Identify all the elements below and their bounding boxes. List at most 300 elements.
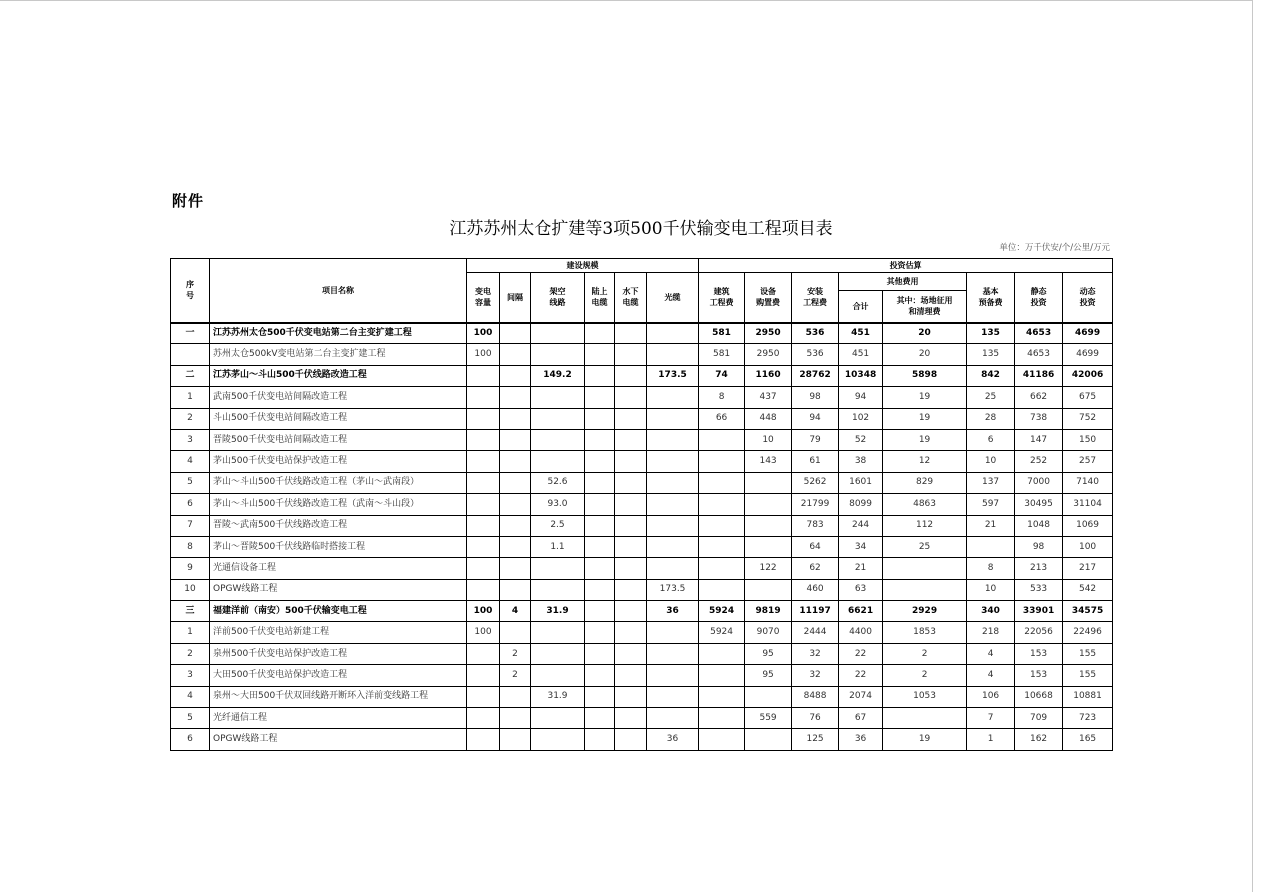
cell-dynamic-investment: 34575 [1063, 601, 1113, 622]
cell-land-clearing-cost: 2 [883, 665, 967, 686]
cell-installation-cost: 79 [792, 429, 839, 450]
cell-optical-cable [647, 472, 699, 493]
cell-optical-cable [647, 708, 699, 729]
cell-optical-cable: 36 [647, 601, 699, 622]
cell-project-name: 泉州～大田500千伏双回线路开断环入洋前变线路工程 [210, 686, 467, 707]
cell-basic-reserve: 137 [967, 472, 1015, 493]
cell-land-clearing-cost: 1053 [883, 686, 967, 707]
table-row [171, 708, 1113, 729]
cell-project-name: 江苏苏州太仓500千伏变电站第二台主变扩建工程 [210, 323, 467, 344]
col-header-project-name: 项目名称 [210, 259, 467, 323]
cell-other-total: 244 [839, 515, 883, 536]
cell-index: 6 [171, 494, 210, 515]
cell-dynamic-investment: 217 [1063, 558, 1113, 579]
cell-optical-cable [647, 451, 699, 472]
cell-other-total: 8099 [839, 494, 883, 515]
cell-equipment-cost: 95 [745, 665, 792, 686]
cell-construction-cost [699, 494, 745, 515]
cell-overhead-line [531, 622, 585, 643]
cell-project-name: 晋陵500千伏变电站间隔改造工程 [210, 429, 467, 450]
cell-index: 2 [171, 408, 210, 429]
cell-project-name: 茅山～斗山500千伏线路改造工程（武南～斗山段） [210, 494, 467, 515]
cell-static-investment: 7000 [1015, 472, 1063, 493]
cell-optical-cable [647, 622, 699, 643]
cell-equipment-cost: 10 [745, 429, 792, 450]
cell-index [171, 344, 210, 365]
cell-other-total: 67 [839, 708, 883, 729]
cell-transform-capacity [467, 494, 500, 515]
cell-dynamic-investment: 4699 [1063, 323, 1113, 344]
cell-submarine-cable [615, 729, 647, 750]
cell-transform-capacity: 100 [467, 344, 500, 365]
cell-static-investment: 709 [1015, 708, 1063, 729]
cell-land-clearing-cost [883, 558, 967, 579]
cell-other-total: 1601 [839, 472, 883, 493]
cell-dynamic-investment: 752 [1063, 408, 1113, 429]
cell-land-clearing-cost: 20 [883, 323, 967, 344]
cell-basic-reserve: 340 [967, 601, 1015, 622]
cell-construction-cost [699, 558, 745, 579]
table-row [171, 387, 1113, 408]
cell-dynamic-investment: 22496 [1063, 622, 1113, 643]
cell-index: 二 [171, 365, 210, 386]
cell-bay [500, 622, 531, 643]
cell-overhead-line: 1.1 [531, 536, 585, 557]
cell-bay [500, 494, 531, 515]
table-row [171, 579, 1113, 600]
cell-construction-cost [699, 429, 745, 450]
cell-overhead-line [531, 558, 585, 579]
cell-overhead-line [531, 643, 585, 664]
cell-equipment-cost [745, 729, 792, 750]
cell-submarine-cable [615, 451, 647, 472]
cell-other-total: 52 [839, 429, 883, 450]
cell-submarine-cable [615, 536, 647, 557]
cell-land-cable [585, 494, 615, 515]
col-header-other-total: 合计 [839, 291, 883, 323]
cell-bay: 2 [500, 643, 531, 664]
cell-bay [500, 344, 531, 365]
cell-project-name: OPGW线路工程 [210, 579, 467, 600]
cell-basic-reserve: 597 [967, 494, 1015, 515]
cell-basic-reserve [967, 536, 1015, 557]
cell-land-clearing-cost: 112 [883, 515, 967, 536]
cell-land-clearing-cost: 829 [883, 472, 967, 493]
table-header [171, 259, 1113, 323]
cell-equipment-cost [745, 515, 792, 536]
cell-transform-capacity [467, 729, 500, 750]
cell-project-name: 斗山500千伏变电站间隔改造工程 [210, 408, 467, 429]
section-row [171, 601, 1113, 622]
cell-project-name: 光纤通信工程 [210, 708, 467, 729]
cell-transform-capacity: 100 [467, 601, 500, 622]
col-header-transform-capacity: 变电 容量 [467, 273, 500, 323]
cell-installation-cost: 460 [792, 579, 839, 600]
cell-overhead-line: 2.5 [531, 515, 585, 536]
cell-installation-cost: 21799 [792, 494, 839, 515]
cell-optical-cable [647, 536, 699, 557]
cell-land-cable [585, 408, 615, 429]
cell-basic-reserve: 28 [967, 408, 1015, 429]
cell-basic-reserve: 21 [967, 515, 1015, 536]
cell-project-name: 光通信设备工程 [210, 558, 467, 579]
col-header-index: 序 号 [171, 259, 210, 323]
cell-land-cable [585, 601, 615, 622]
cell-other-total: 38 [839, 451, 883, 472]
cell-static-investment: 662 [1015, 387, 1063, 408]
cell-index: 3 [171, 429, 210, 450]
cell-overhead-line [531, 323, 585, 344]
cell-dynamic-investment: 542 [1063, 579, 1113, 600]
cell-construction-cost [699, 708, 745, 729]
cell-other-total: 10348 [839, 365, 883, 386]
cell-land-cable [585, 708, 615, 729]
cell-submarine-cable [615, 323, 647, 344]
cell-bay [500, 579, 531, 600]
cell-bay [500, 558, 531, 579]
cell-dynamic-investment: 257 [1063, 451, 1113, 472]
cell-equipment-cost: 1160 [745, 365, 792, 386]
cell-equipment-cost [745, 579, 792, 600]
cell-land-clearing-cost: 1853 [883, 622, 967, 643]
cell-basic-reserve: 25 [967, 387, 1015, 408]
cell-transform-capacity: 100 [467, 622, 500, 643]
cell-submarine-cable [615, 472, 647, 493]
cell-land-clearing-cost: 4863 [883, 494, 967, 515]
cell-optical-cable [647, 494, 699, 515]
cell-static-investment: 4653 [1015, 344, 1063, 365]
cell-index: 5 [171, 708, 210, 729]
cell-submarine-cable [615, 579, 647, 600]
table-row [171, 408, 1113, 429]
cell-optical-cable: 36 [647, 729, 699, 750]
group-header-construction-scale: 建设规模 [467, 259, 699, 273]
cell-transform-capacity [467, 472, 500, 493]
cell-construction-cost [699, 729, 745, 750]
cell-land-clearing-cost [883, 579, 967, 600]
cell-construction-cost [699, 643, 745, 664]
table-row [171, 494, 1113, 515]
cell-submarine-cable [615, 515, 647, 536]
cell-land-cable [585, 515, 615, 536]
cell-index: 4 [171, 451, 210, 472]
cell-installation-cost: 64 [792, 536, 839, 557]
cell-project-name: 茅山500千伏变电站保护改造工程 [210, 451, 467, 472]
cell-equipment-cost: 437 [745, 387, 792, 408]
cell-index: 8 [171, 536, 210, 557]
cell-transform-capacity: 100 [467, 323, 500, 344]
cell-land-cable [585, 429, 615, 450]
cell-land-cable [585, 536, 615, 557]
cell-dynamic-investment: 675 [1063, 387, 1113, 408]
cell-installation-cost: 76 [792, 708, 839, 729]
cell-equipment-cost: 9819 [745, 601, 792, 622]
table-row [171, 429, 1113, 450]
cell-other-total: 21 [839, 558, 883, 579]
cell-installation-cost: 2444 [792, 622, 839, 643]
cell-land-cable [585, 665, 615, 686]
col-header-equipment-cost: 设备 购置费 [745, 273, 792, 323]
cell-land-clearing-cost: 25 [883, 536, 967, 557]
cell-equipment-cost: 9070 [745, 622, 792, 643]
cell-other-total: 22 [839, 643, 883, 664]
cell-equipment-cost: 559 [745, 708, 792, 729]
cell-static-investment: 147 [1015, 429, 1063, 450]
cell-project-name: 苏州太仓500kV变电站第二台主变扩建工程 [210, 344, 467, 365]
cell-basic-reserve: 4 [967, 665, 1015, 686]
project-table [170, 258, 1113, 751]
cell-equipment-cost [745, 686, 792, 707]
cell-project-name: 福建洋前（南安）500千伏输变电工程 [210, 601, 467, 622]
cell-dynamic-investment: 4699 [1063, 344, 1113, 365]
cell-land-cable [585, 472, 615, 493]
cell-transform-capacity [467, 579, 500, 600]
cell-static-investment: 33901 [1015, 601, 1063, 622]
cell-index: 5 [171, 472, 210, 493]
cell-installation-cost: 125 [792, 729, 839, 750]
cell-land-clearing-cost: 19 [883, 387, 967, 408]
cell-land-clearing-cost: 2929 [883, 601, 967, 622]
cell-overhead-line [531, 579, 585, 600]
document-title: 江苏苏州太仓扩建等3项500千伏输变电工程项目表 [449, 219, 833, 239]
cell-bay [500, 515, 531, 536]
col-header-construction-cost: 建筑 工程费 [699, 273, 745, 323]
cell-submarine-cable [615, 601, 647, 622]
group-header-other-costs: 其他费用 [839, 273, 967, 291]
cell-equipment-cost: 122 [745, 558, 792, 579]
cell-transform-capacity [467, 643, 500, 664]
cell-basic-reserve: 1 [967, 729, 1015, 750]
section-row [171, 323, 1113, 344]
cell-index: 9 [171, 558, 210, 579]
cell-index: 6 [171, 729, 210, 750]
cell-basic-reserve: 842 [967, 365, 1015, 386]
cell-equipment-cost [745, 536, 792, 557]
cell-overhead-line [531, 387, 585, 408]
cell-index: 7 [171, 515, 210, 536]
cell-land-cable [585, 558, 615, 579]
cell-bay [500, 536, 531, 557]
cell-equipment-cost: 2950 [745, 344, 792, 365]
col-header-submarine-cable: 水下 电缆 [615, 273, 647, 323]
col-header-basic-reserve: 基本 预备费 [967, 273, 1015, 323]
col-header-static-investment: 静态 投资 [1015, 273, 1063, 323]
cell-construction-cost: 5924 [699, 622, 745, 643]
cell-project-name: 江苏茅山～斗山500千伏线路改造工程 [210, 365, 467, 386]
cell-submarine-cable [615, 365, 647, 386]
cell-optical-cable [647, 323, 699, 344]
cell-dynamic-investment: 42006 [1063, 365, 1113, 386]
cell-static-investment: 1048 [1015, 515, 1063, 536]
cell-project-name: 茅山～斗山500千伏线路改造工程（茅山～武南段） [210, 472, 467, 493]
cell-transform-capacity [467, 365, 500, 386]
cell-dynamic-investment: 10881 [1063, 686, 1113, 707]
cell-optical-cable [647, 515, 699, 536]
cell-land-cable [585, 365, 615, 386]
cell-other-total: 2074 [839, 686, 883, 707]
cell-project-name: OPGW线路工程 [210, 729, 467, 750]
cell-overhead-line [531, 429, 585, 450]
cell-construction-cost: 74 [699, 365, 745, 386]
cell-overhead-line [531, 344, 585, 365]
cell-construction-cost [699, 515, 745, 536]
cell-project-name: 晋陵～武南500千伏线路改造工程 [210, 515, 467, 536]
cell-other-total: 34 [839, 536, 883, 557]
cell-optical-cable [647, 686, 699, 707]
cell-index: 10 [171, 579, 210, 600]
cell-bay [500, 387, 531, 408]
cell-basic-reserve: 6 [967, 429, 1015, 450]
cell-optical-cable [647, 558, 699, 579]
cell-dynamic-investment: 723 [1063, 708, 1113, 729]
cell-transform-capacity [467, 451, 500, 472]
cell-construction-cost [699, 472, 745, 493]
table-row [171, 686, 1113, 707]
cell-land-cable [585, 643, 615, 664]
cell-land-cable [585, 323, 615, 344]
cell-project-name: 武南500千伏变电站间隔改造工程 [210, 387, 467, 408]
cell-optical-cable [647, 387, 699, 408]
cell-other-total: 36 [839, 729, 883, 750]
cell-bay: 4 [500, 601, 531, 622]
group-header-investment-estimate: 投资估算 [699, 259, 1113, 273]
cell-dynamic-investment: 165 [1063, 729, 1113, 750]
cell-submarine-cable [615, 408, 647, 429]
cell-construction-cost: 5924 [699, 601, 745, 622]
cell-static-investment: 162 [1015, 729, 1063, 750]
cell-overhead-line: 31.9 [531, 601, 585, 622]
cell-submarine-cable [615, 686, 647, 707]
cell-installation-cost: 62 [792, 558, 839, 579]
cell-construction-cost [699, 579, 745, 600]
cell-project-name: 茅山～晋陵500千伏线路临时搭接工程 [210, 536, 467, 557]
unit-note: 单位：万千伏安/个/公里/万元 [999, 243, 1110, 253]
cell-land-cable [585, 344, 615, 365]
cell-static-investment: 153 [1015, 643, 1063, 664]
table-body [171, 323, 1113, 751]
cell-index: 一 [171, 323, 210, 344]
cell-overhead-line: 149.2 [531, 365, 585, 386]
cell-installation-cost: 536 [792, 323, 839, 344]
cell-land-clearing-cost: 19 [883, 729, 967, 750]
cell-static-investment: 41186 [1015, 365, 1063, 386]
cell-other-total: 63 [839, 579, 883, 600]
cell-land-clearing-cost: 12 [883, 451, 967, 472]
cell-bay [500, 408, 531, 429]
section-row [171, 365, 1113, 386]
cell-other-total: 6621 [839, 601, 883, 622]
cell-optical-cable [647, 344, 699, 365]
cell-static-investment: 10668 [1015, 686, 1063, 707]
table-row [171, 515, 1113, 536]
cell-submarine-cable [615, 429, 647, 450]
cell-land-clearing-cost: 5898 [883, 365, 967, 386]
cell-bay [500, 729, 531, 750]
cell-submarine-cable [615, 622, 647, 643]
cell-static-investment: 30495 [1015, 494, 1063, 515]
cell-dynamic-investment: 1069 [1063, 515, 1113, 536]
cell-overhead-line: 31.9 [531, 686, 585, 707]
col-header-optical-cable: 光缆 [647, 273, 699, 323]
cell-installation-cost: 32 [792, 665, 839, 686]
cell-basic-reserve: 218 [967, 622, 1015, 643]
cell-bay [500, 708, 531, 729]
table-row [171, 472, 1113, 493]
cell-construction-cost: 8 [699, 387, 745, 408]
cell-dynamic-investment: 100 [1063, 536, 1113, 557]
cell-index: 1 [171, 622, 210, 643]
cell-equipment-cost [745, 472, 792, 493]
cell-land-clearing-cost: 20 [883, 344, 967, 365]
cell-optical-cable [647, 665, 699, 686]
table-row [171, 622, 1113, 643]
cell-bay [500, 686, 531, 707]
cell-land-cable [585, 622, 615, 643]
cell-land-clearing-cost: 19 [883, 408, 967, 429]
cell-submarine-cable [615, 665, 647, 686]
cell-basic-reserve: 4 [967, 643, 1015, 664]
cell-installation-cost: 32 [792, 643, 839, 664]
col-header-installation-cost: 安装 工程费 [792, 273, 839, 323]
cell-transform-capacity [467, 429, 500, 450]
cell-index: 三 [171, 601, 210, 622]
cell-transform-capacity [467, 665, 500, 686]
cell-dynamic-investment: 155 [1063, 665, 1113, 686]
table-row [171, 665, 1113, 686]
cell-construction-cost: 581 [699, 344, 745, 365]
col-header-land-cable: 陆上 电缆 [585, 273, 615, 323]
cell-installation-cost: 61 [792, 451, 839, 472]
cell-project-name: 洋前500千伏变电站新建工程 [210, 622, 467, 643]
cell-other-total: 94 [839, 387, 883, 408]
cell-basic-reserve: 8 [967, 558, 1015, 579]
cell-optical-cable [647, 408, 699, 429]
cell-installation-cost: 94 [792, 408, 839, 429]
cell-transform-capacity [467, 515, 500, 536]
cell-project-name: 大田500千伏变电站保护改造工程 [210, 665, 467, 686]
cell-bay: 2 [500, 665, 531, 686]
table-row [171, 558, 1113, 579]
cell-static-investment: 98 [1015, 536, 1063, 557]
cell-optical-cable: 173.5 [647, 365, 699, 386]
cell-overhead-line [531, 451, 585, 472]
cell-basic-reserve: 135 [967, 323, 1015, 344]
cell-overhead-line [531, 708, 585, 729]
cell-other-total: 102 [839, 408, 883, 429]
table-row [171, 451, 1113, 472]
cell-dynamic-investment: 150 [1063, 429, 1113, 450]
cell-dynamic-investment: 7140 [1063, 472, 1113, 493]
cell-installation-cost: 8488 [792, 686, 839, 707]
cell-optical-cable [647, 643, 699, 664]
cell-static-investment: 213 [1015, 558, 1063, 579]
cell-index: 3 [171, 665, 210, 686]
cell-equipment-cost: 2950 [745, 323, 792, 344]
cell-submarine-cable [615, 558, 647, 579]
cell-bay [500, 429, 531, 450]
cell-overhead-line [531, 408, 585, 429]
cell-construction-cost [699, 451, 745, 472]
cell-construction-cost [699, 665, 745, 686]
cell-transform-capacity [467, 536, 500, 557]
cell-construction-cost [699, 686, 745, 707]
col-header-overhead-line: 架空 线路 [531, 273, 585, 323]
attachment-label: 附件 [172, 192, 205, 210]
cell-equipment-cost: 143 [745, 451, 792, 472]
cell-submarine-cable [615, 708, 647, 729]
cell-land-clearing-cost: 2 [883, 643, 967, 664]
cell-static-investment: 738 [1015, 408, 1063, 429]
